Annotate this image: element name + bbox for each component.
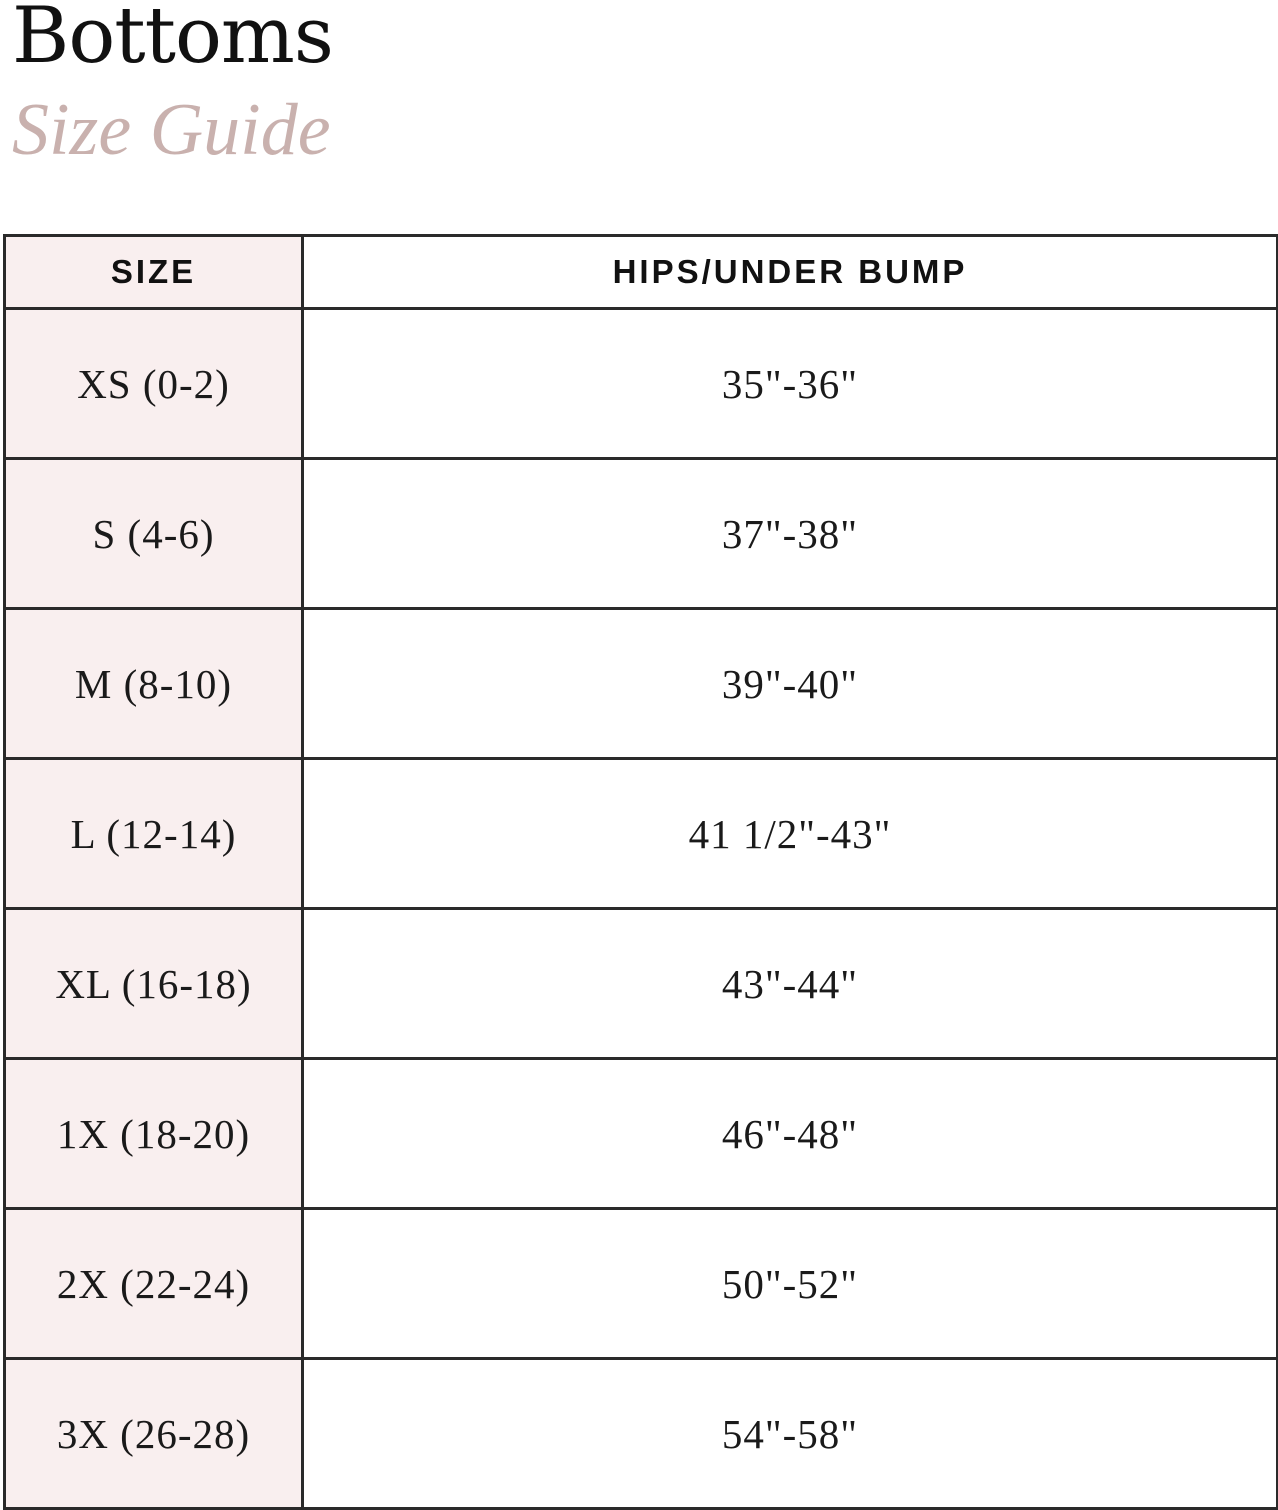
table-row (5, 1059, 1278, 1209)
header-hips: HIPS/UNDER BUMP (303, 236, 1278, 309)
page-title: Bottoms (12, 0, 333, 81)
size-cell: XL (16-18) (5, 909, 303, 1059)
size-cell: 1X (18-20) (5, 1059, 303, 1209)
table-header-row (5, 236, 1278, 309)
hips-cell: 50"-52" (303, 1209, 1278, 1359)
table-row (5, 609, 1278, 759)
hips-cell: 37"-38" (303, 459, 1278, 609)
size-cell: L (12-14) (5, 759, 303, 909)
page-subtitle: Size Guide (12, 89, 331, 171)
hips-cell: 46"-48" (303, 1059, 1278, 1209)
size-cell: 2X (22-24) (5, 1209, 303, 1359)
size-cell: XS (0-2) (5, 309, 303, 459)
table-row (5, 459, 1278, 609)
hips-cell: 54"-58" (303, 1359, 1278, 1509)
size-guide-table (3, 234, 1278, 1510)
table-row (5, 1359, 1278, 1509)
table-row (5, 309, 1278, 459)
table-row (5, 759, 1278, 909)
hips-cell: 41 1/2"-43" (303, 759, 1278, 909)
table-row (5, 1209, 1278, 1359)
size-cell: M (8-10) (5, 609, 303, 759)
header-size: SIZE (5, 236, 303, 309)
hips-cell: 35"-36" (303, 309, 1278, 459)
size-cell: S (4-6) (5, 459, 303, 609)
hips-cell: 43"-44" (303, 909, 1278, 1059)
table-row (5, 909, 1278, 1059)
size-cell: 3X (26-28) (5, 1359, 303, 1509)
hips-cell: 39"-40" (303, 609, 1278, 759)
